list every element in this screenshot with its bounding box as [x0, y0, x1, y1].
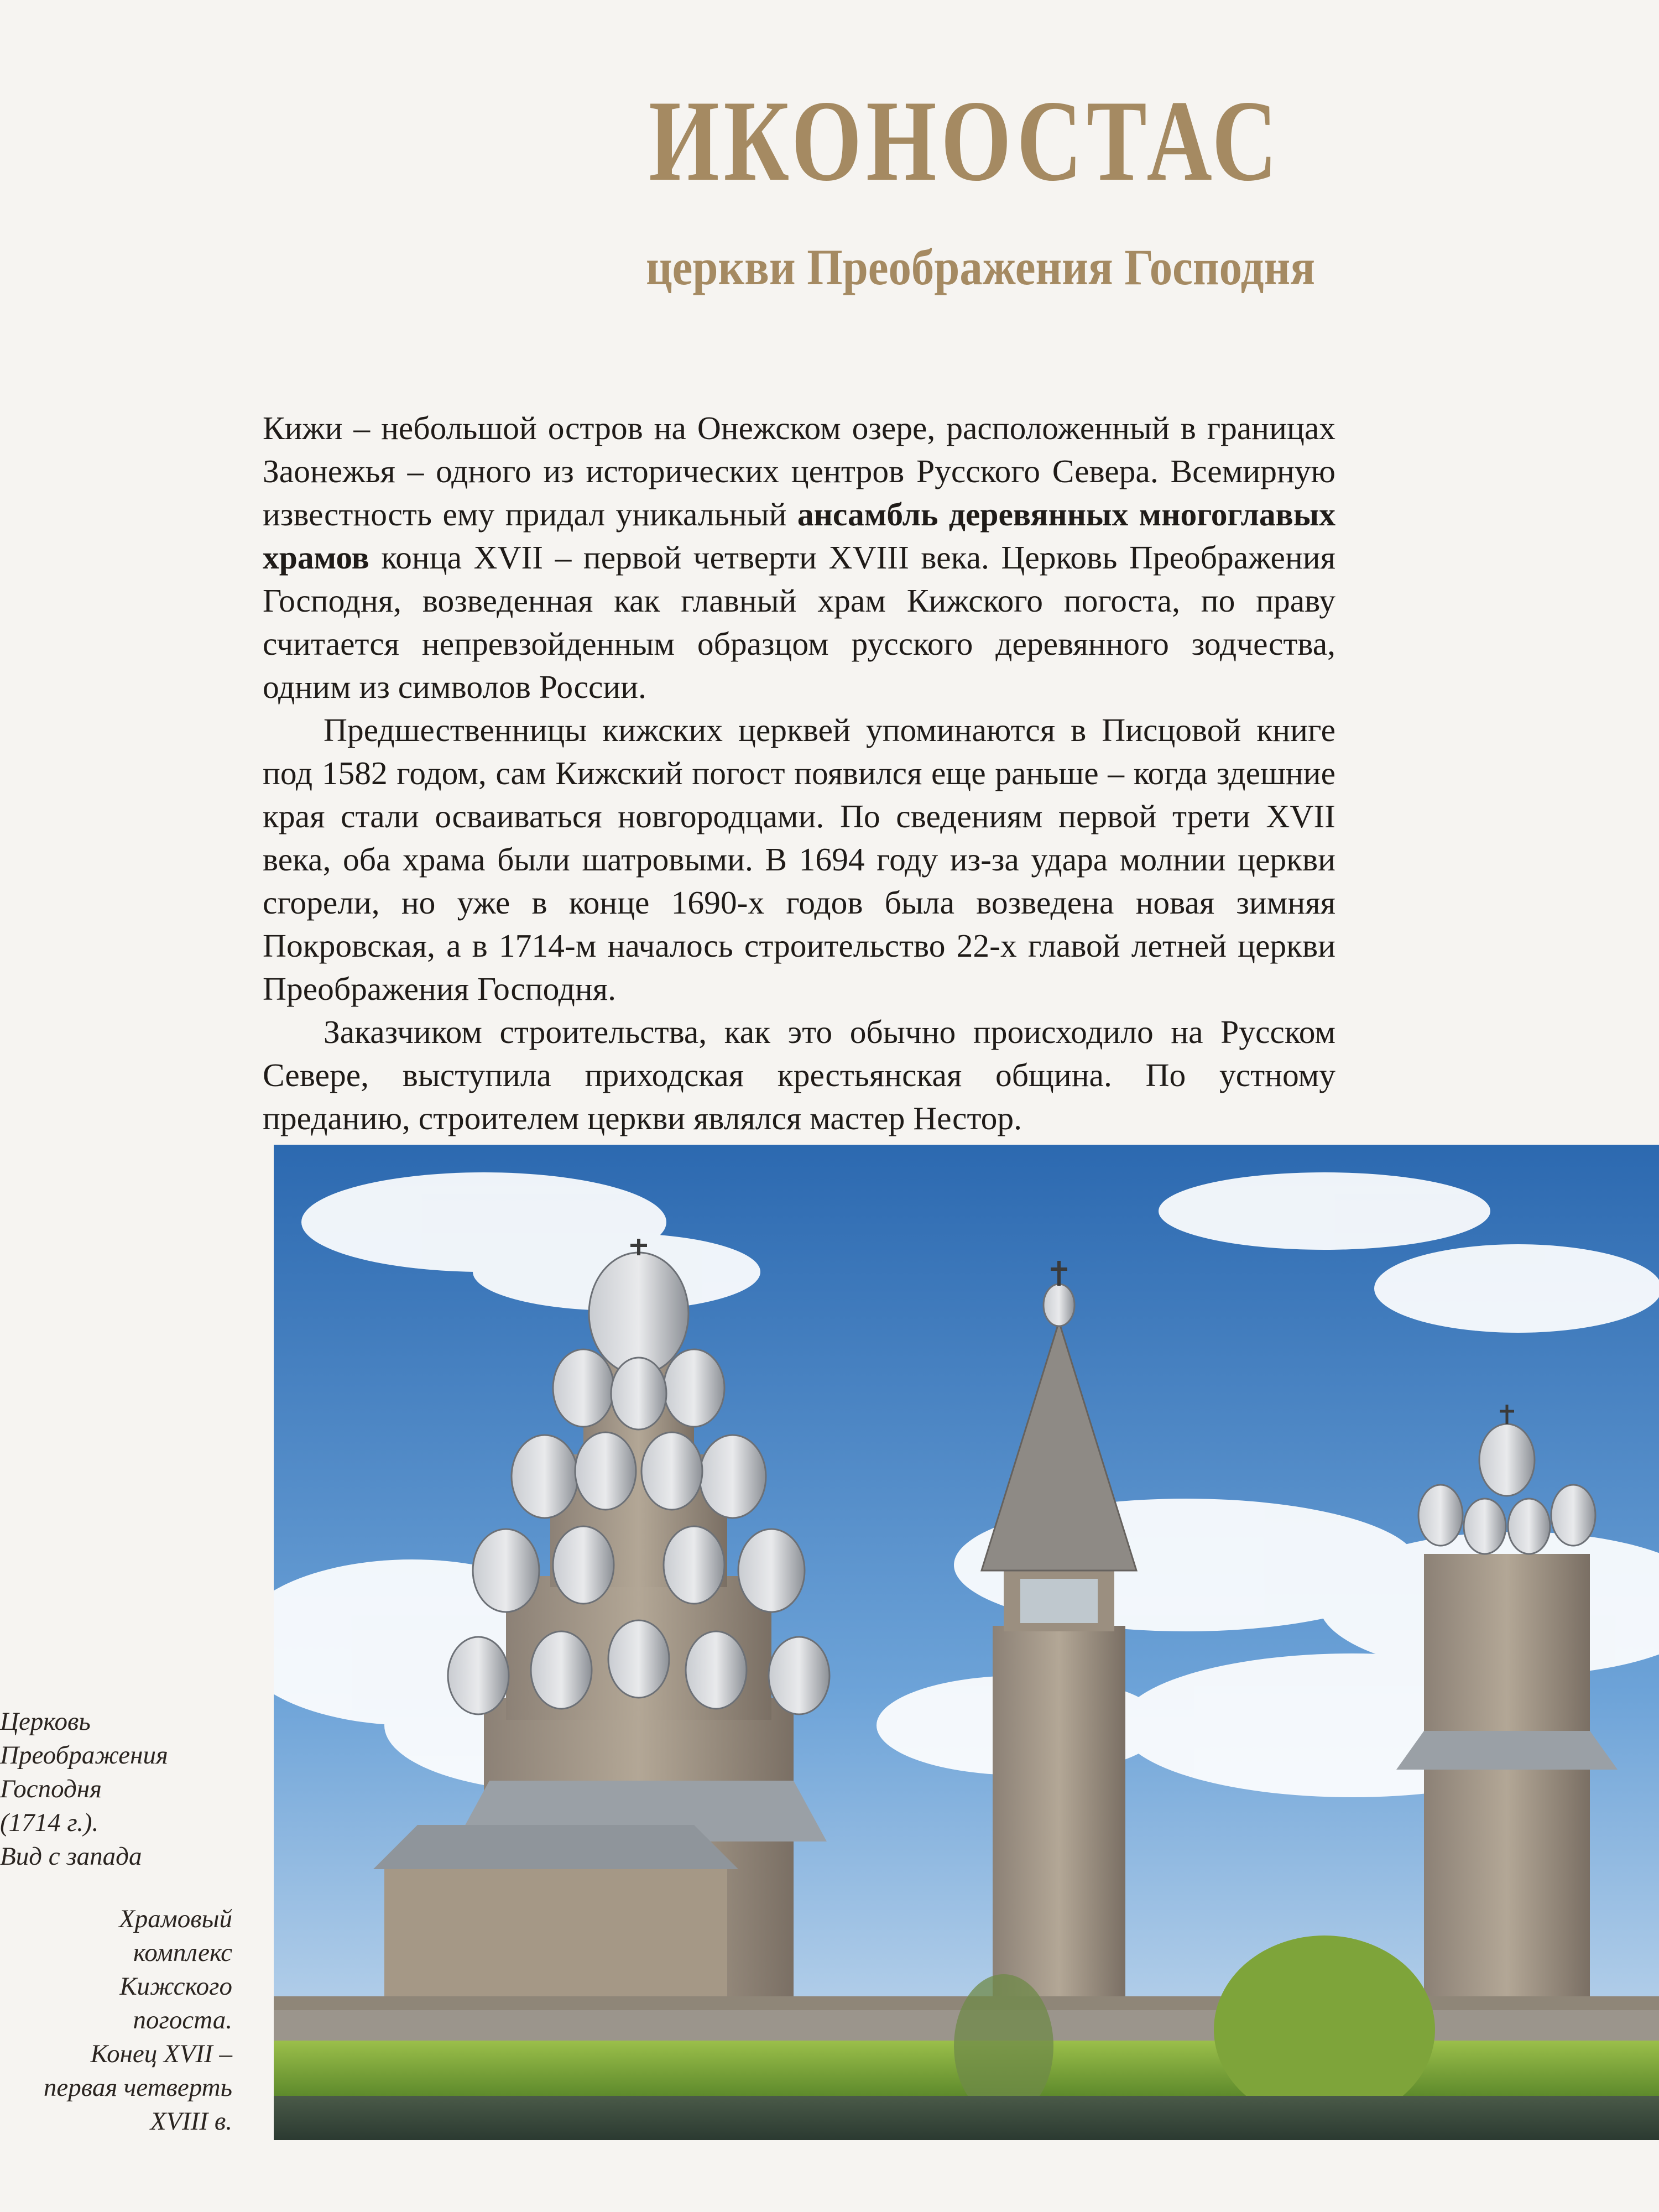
lake-water	[274, 2096, 1659, 2140]
caption-line: (1714 г.).	[0, 1808, 99, 1837]
caption-complex	[0, 1902, 232, 2138]
kizhi-illustration	[274, 1145, 1659, 2140]
paragraph-1-start: Кижи – небольшой остров на Онежском озере, расположенный в границах Заонежья – одного из исторических центров Русского Севера. Всемирную известность ему придал уникальный	[263, 410, 1335, 533]
caption-line: XVIII в.	[150, 2107, 232, 2136]
article-body	[263, 406, 1335, 1140]
margin-bleed-through	[22, 119, 238, 246]
page-subtitle: церкви Преображения Господня	[645, 239, 1316, 295]
caption-line: Господня	[0, 1775, 102, 1803]
paragraph-3: Заказчиком строительства, как это обычно происходило на Русском Севере, выступила приходская крестьянская община. По устному преданию, строителем церкви являлся мастер Нестор.	[263, 1014, 1335, 1136]
caption-line: Кижского	[119, 1972, 232, 2001]
caption-church	[0, 1705, 232, 1874]
paragraph-1	[263, 406, 1335, 708]
caption-line: Храмовый	[119, 1905, 232, 1933]
caption-line: первая четверть	[43, 2073, 232, 2102]
kizhi-photo	[274, 1145, 1659, 2140]
caption-line: погоста.	[133, 2006, 232, 2034]
paragraph-2: Предшественницы кижских церквей упоминаются в Писцовой книге под 1582 годом, сам Кижский погост появился еще раньше – когда здешние края стали осваиваться новгородцами. По сведениям первой трети XVII века, оба храма были шатровыми. В 1694 году из-за удара молнии церкви сгорели, но уже в конце 1690-х годов была возведена новая зимняя Покровская, а в 1714-м началось строительство 22-х главой летней церкви Преображения Господня.	[263, 712, 1335, 1007]
caption-line: Преображения	[0, 1741, 168, 1770]
caption-line: Церковь	[0, 1707, 91, 1736]
intercession-church	[1396, 1405, 1618, 2007]
caption-line: Вид с запада	[0, 1842, 142, 1871]
caption-line: комплекс	[133, 1938, 232, 1967]
paragraph-1-end: конца XVII – первой четверти XVIII века. Церковь Преображения Господня, возведенная как главный храм Кижского погоста, по праву считается непревзойденным образцом русского деревянного зодчества, одним из символов России.	[263, 539, 1335, 705]
page-title: ИКОНОСТАС	[649, 77, 1282, 205]
caption-line: Конец XVII –	[90, 2039, 232, 2068]
paragraph-1-bold: ансамбль деревянных многоглавых храмов	[263, 496, 1335, 576]
